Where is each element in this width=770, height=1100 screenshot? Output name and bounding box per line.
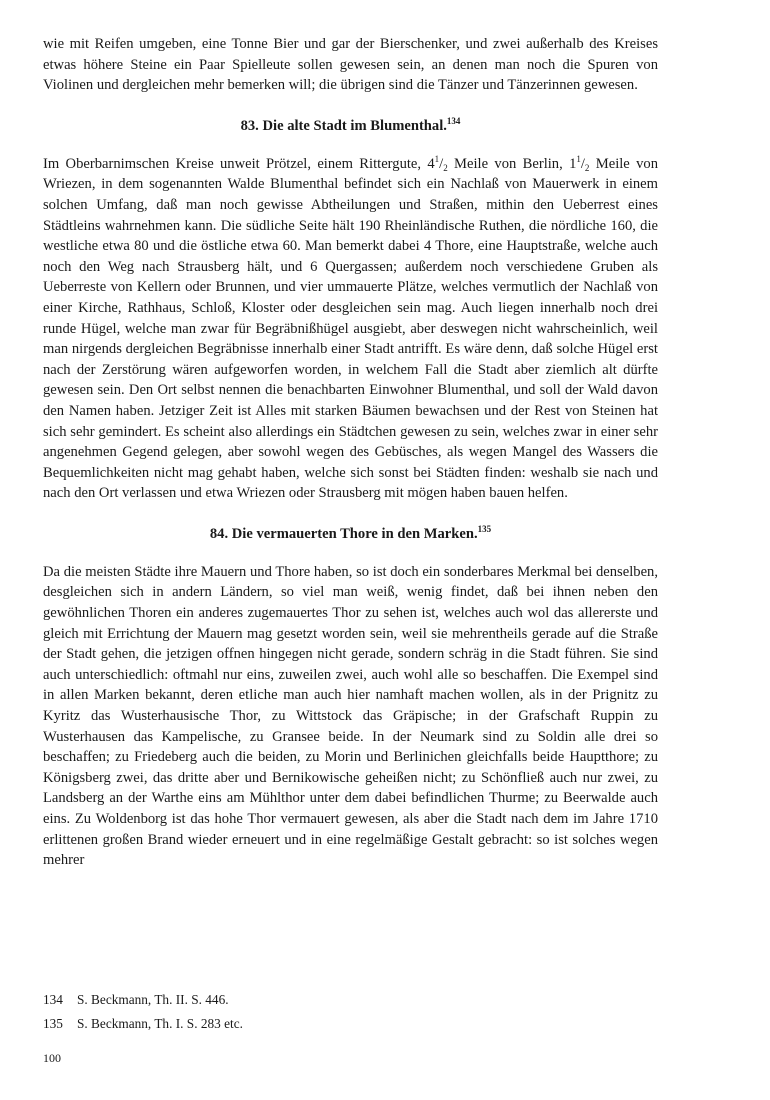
footnote-number: 135 (43, 1016, 63, 1031)
footnote-134 (43, 988, 658, 1012)
footnote-ref-135[interactable]: 135 (477, 523, 492, 534)
section-83-paragraph: Im Oberbarnimschen Kreise unweit Prötzel, einem Rittergute, $4^1/_2$ Meile von Berlin, $1^1/_2$ Meile von Wriezen, in dem sogenannten Walde Blumenthal befindet sich ein Nachlaß von Mauerwerk in einem solchen Umfang, daß man noch gewisse Abtheilungen und Straßen, mithin den Ueberrest eines Städtleins wahrnehmen kann. Die südliche Seite hält 190 Rheinländische Ruthen, die nördliche 160, die westliche etwa 80 und die östliche etwa 60. Man bemerkt dabei 4 Thore, eine Hauptstraße, welche auch noch den Weg nach Strausberg hält, und 6 Quergassen; außerdem noch verschiedene Gruben als Ueberreste von Kellern oder Brunnen, und vier ummauerte Plätze, welches vermutlich der Nachlaß von einer Kirche, Rathhaus, Schloß, Kloster oder desgleichen sein mag. Auch liegen innerhalb noch drei runde Hügel, welche man zwar für Begräbnißhügel ausgiebt, aber deswegen nicht wahrscheinlich, weil man nirgends dergleichen Begräbnisse innerhalb einer Stadt antrifft. Es wäre denn, daß solche Hügel erst nach der Zerstörung wären aufgeworfen worden, in welchem Fall die Stadt aber ziemlich alt dürfte gewesen sein. Den Ort selbst nennen die benachbarten Einwohner Blumenthal, und soll der Wald davon den Namen haben. Jetziger Zeit ist Alles mit starken Bäumen bewachsen und der Rest von Steinen hat sich sehr gemindert. Es scheint also allerdings ein Städtchen gewesen zu sein, welches zwar in einer sehr angenehmen Gegend gelegen, aber sowohl wegen des Gebüsches, als wegen Mangel des Wassers die Bequemlichkeiten nicht mag gehabt haben, welche sich sonst bei Städten finden: weshalb sie nach und nach den Ort verlassen und etwa Wriezen oder Strausberg mit mögen haben bauen helfen. (43, 153, 658, 502)
section-84-paragraph: Da die meisten Städte ihre Mauern und Thore haben, so ist doch ein sonderbares Merkmal bei denselben, desgleichen sich in andern Ländern, so viel man weiß, wenig findet, daß bei ihnen neben den gewöhnlichen Thoren ein anderes zugemauertes Thor zu sehen ist, welches auch wol das allererste und gleich mit Errichtung der Mauern mag gesetzt worden sein, weil sie mehrentheils gerade auf die Straße der Stadt gehen, die jetzigen offnen hingegen nicht gerade, sondern schräg in die Stadt führen. Sie sind auch unterschiedlich: oftmahl nur eins, zuweilen zwei, auch wohl alle so beschaffen. Die Exempel sind in allen Marken bekannt, deren etliche man auch hier namhaft machen wollen, als in der Prignitz zu Kyritz das Wusterhausische Thor, zu Wittstock das Gräpische; in der Grafschaft Ruppin zu Wusterhausen das Kampelische, zu Gransee beide. In der Neumark sind zu Soldin alle drei so beschaffen; zu Friedeberg auch die beiden, zu Morin und Berlinichen gleichfalls beide Hauptthore; zu Königsberg zwei, das dritte aber und Bernikowische geheißen nicht; zu Schönfließ auch nur zwei, zu Landsberg an der Warthe eins am Mühlthor unter dem dabei befindlichen Thurme; zu Beerwalde auch eins. Zu Woldenborg ist das hohe Thor vermauert gewesen, als aber die Stadt nach dem im Jahre 1710 erlittenen großen Brand wieder erneuert und in eine regelmäßige Gestalt gebracht: so ist solches wegen mehrer (43, 563, 658, 869)
footnote-number: 134 (43, 992, 63, 1007)
intro-paragraph: wie mit Reifen umgeben, eine Tonne Bier und gar der Bierschenker, und zwei außerhalb des Kreises etwas höhere Steine ein Paar Spielleute sollen gewesen sein, an denen man noch die Spuren von Violinen und dergleichen mehr bemerken will; die übrigen sind die Tänzer und Tänzerinnen gewesen. (43, 36, 658, 94)
section-84-title: 84. Die vermauerten Thore in den Marken. (209, 525, 478, 542)
section-83-heading (43, 116, 658, 136)
section-83-text-start: Im Oberbarnimschen Kreise unweit Prötzel, einem Rittergute, 4 (43, 155, 435, 172)
fraction-2-numerator: 1 (576, 153, 581, 164)
footnote-135 (43, 1012, 658, 1036)
fraction-1-denominator: 2 (443, 162, 448, 173)
fraction-2-denominator: 2 (584, 162, 590, 173)
page-body (43, 34, 658, 871)
footnote-text: S. Beckmann, Th. II. S. 446. (77, 992, 229, 1007)
section-83-text-mid: Meile von Berlin, 1 (447, 155, 577, 172)
footnote-ref-134[interactable]: 134 (446, 115, 461, 126)
section-83-text-rest: Meile von Wriezen, in dem sogenannten Walde Blumenthal befindet sich ein Nachlaß von Mauerwerk in einem solchen Umfang, daß man noch gewisse Abtheilungen und Straßen, mithin den Ueberrest eines Städtleins wahrnehmen kann. Die südliche Seite hält 190 Rheinländische Ruthen, die nördliche 160, die westliche etwa 80 und die östliche etwa 60. Man bemerkt dabei 4 Thore, eine Hauptstraße, welche auch noch den Weg nach Strausberg hält, und 6 Quergassen; außerdem noch verschiedene Gruben als Ueberreste von Kellern oder Brunnen, und vier ummauerte Plätze, welches vermutlich der Nachlaß von einer Kirche, Rathhaus, Schloß, Kloster oder desgleichen sein mag. Auch liegen innerhalb noch drei runde Hügel, welche man zwar für Begräbnißhügel ausgiebt, aber deswegen nicht wahrscheinlich, weil man nirgends dergleichen Begräbnisse innerhalb einer Stadt antrifft. Es wäre denn, daß solche Hügel erst nach der Zerstörung wären aufgeworfen worden, in welchem Fall die Stadt aber ziemlich alt dürfte gewesen sein. Den Ort selbst nennen die benachbarten Einwohner Blumenthal, und soll der Wald davon den Namen haben. Jetziger Zeit ist Alles mit starken Bäumen bewachsen und der Rest von Steinen hat sich sehr gemindert. Es scheint also allerdings ein Städtchen gewesen zu sein, welches zwar in einer sehr angenehmen Gegend gelegen, aber sowohl wegen des Gebüsches, als wegen Mangel des Wassers die Bequemlichkeiten nicht mag gehabt haben, welche sich sonst bei Städten finden: weshalb sie nach und nach den Ort verlassen und etwa Wriezen oder Strausberg mit mögen haben bauen helfen. (43, 155, 658, 502)
section-84-heading (43, 524, 658, 544)
fraction-1-numerator: 1 (434, 153, 440, 164)
section-83-title: 83. Die alte Stadt im Blumenthal. (240, 117, 447, 134)
footnotes (43, 988, 658, 1036)
footnote-text: S. Beckmann, Th. I. S. 283 etc. (77, 1016, 243, 1031)
page-number: 100 (43, 1051, 61, 1065)
